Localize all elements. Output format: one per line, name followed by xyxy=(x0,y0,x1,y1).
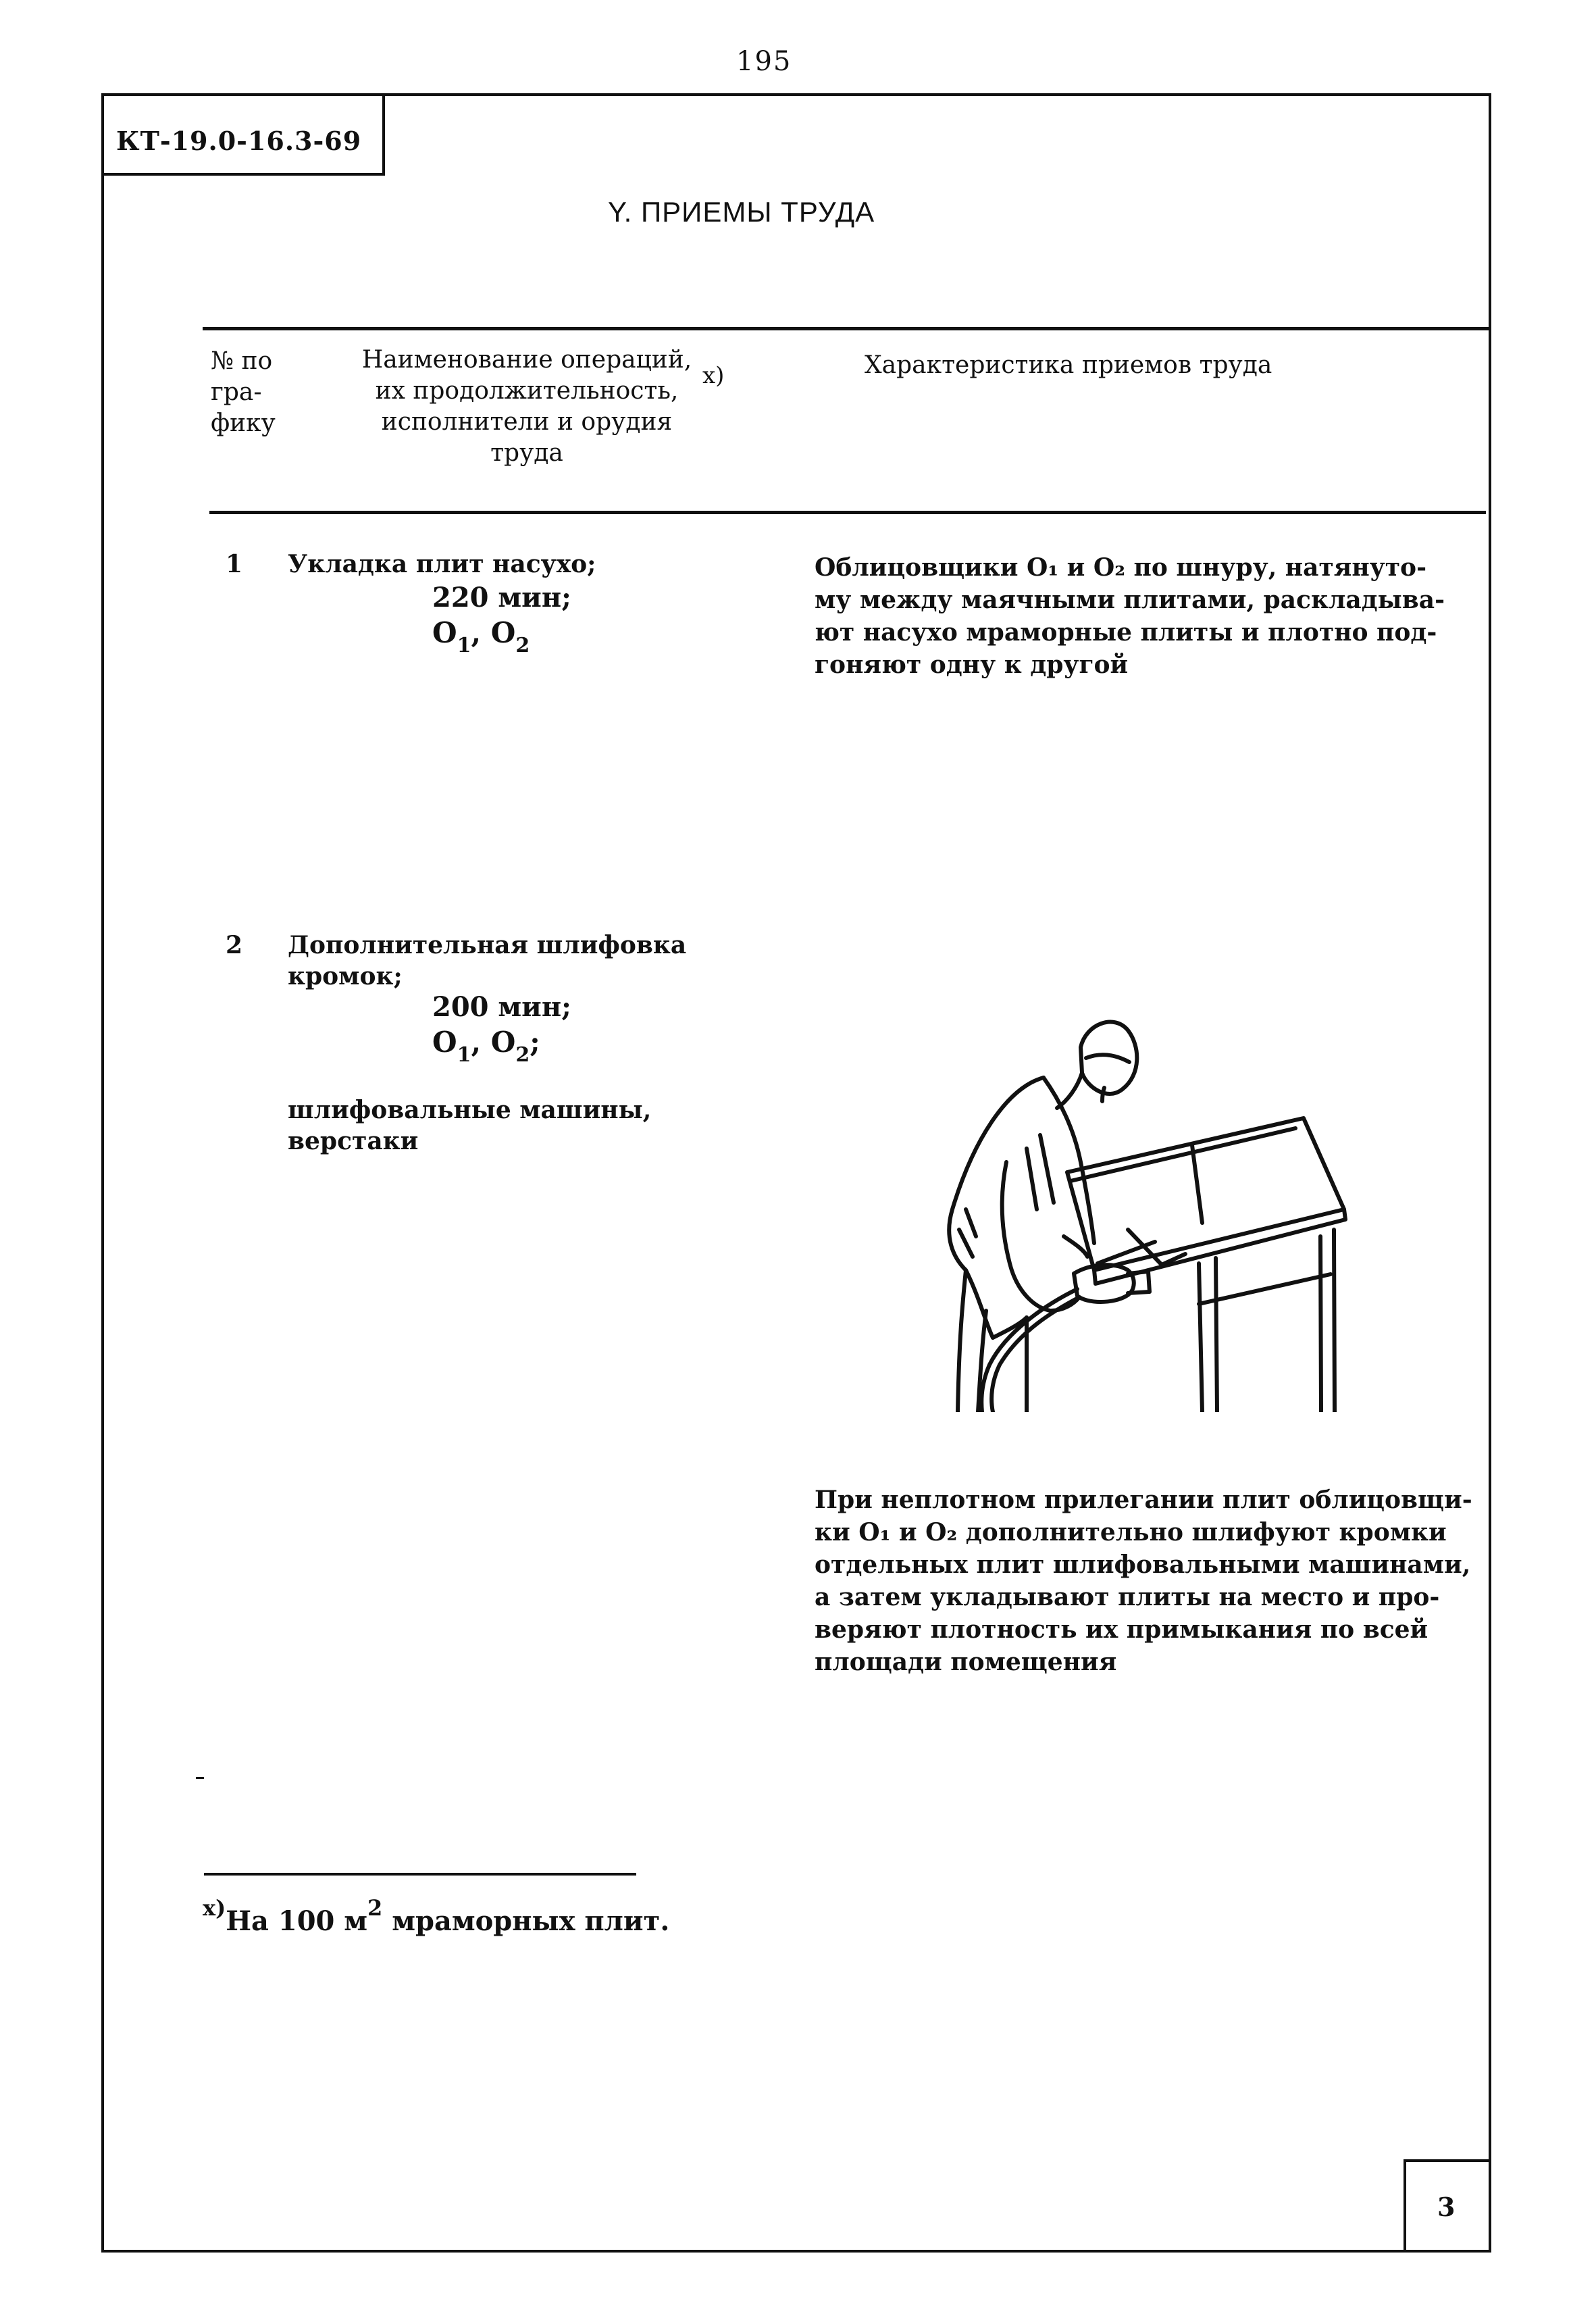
row-2-duration: 200 мин; xyxy=(432,991,571,1023)
footnote-rule xyxy=(204,1873,636,1876)
doc-code: КТ-19.0-16.3-69 xyxy=(116,126,362,156)
header-footnote-mark: х) xyxy=(702,362,725,389)
row-2-operation: Дополнительная шлифовка кромок; xyxy=(288,931,687,990)
header-characteristics-col: Характеристика приемов труда xyxy=(865,351,1272,379)
row-2-description: При неплотном прилегании плит облицовщи- ки О₁ и О₂ дополнительно шлифуют кромки отдельных плит шлифовальными машинами, а затем укладывают плиты на место и про- веряют плотность их примыкания по всей площади помещения xyxy=(815,1486,1472,1676)
row-1-operation: Укладка плит насухо; xyxy=(288,550,596,578)
row-2-performers: $О_1$, $О_2$; xyxy=(432,1026,540,1067)
row-1-performers: $О_1$, $О_2$ xyxy=(432,616,530,657)
table-top-rule xyxy=(203,327,1490,330)
row-1-number: 1 xyxy=(226,550,243,578)
table-header-rule xyxy=(209,511,1486,514)
row-1-duration: 220 мин; xyxy=(432,582,571,613)
row-1-description: Облицовщики О₁ и О₂ по шнуру, натянуто- му между маячными плитами, раскладыва- ют насухо мраморные плиты и плотно под- гоняют одну к другой xyxy=(815,553,1445,679)
header-operations-col: Наименование операций, их продолжительность, исполнители и орудия труда xyxy=(361,346,692,467)
row-2-tools: шлифовальные машины, верстаки xyxy=(288,1096,652,1155)
section-title: Y. ПРИЕМЫ ТРУДА xyxy=(608,196,875,228)
corner-number: 3 xyxy=(1437,2192,1456,2222)
stray-mark xyxy=(196,1777,204,1779)
row-2-number: 2 xyxy=(226,931,243,959)
footnote: $^{х)}$На 100 м$^2$ мраморных плит. xyxy=(203,1895,670,1937)
page-number: 195 xyxy=(736,46,792,77)
worker-grinding-marble-slab-drawing-icon xyxy=(925,1013,1358,1412)
header-number-col: № по гра- фику xyxy=(211,347,276,437)
